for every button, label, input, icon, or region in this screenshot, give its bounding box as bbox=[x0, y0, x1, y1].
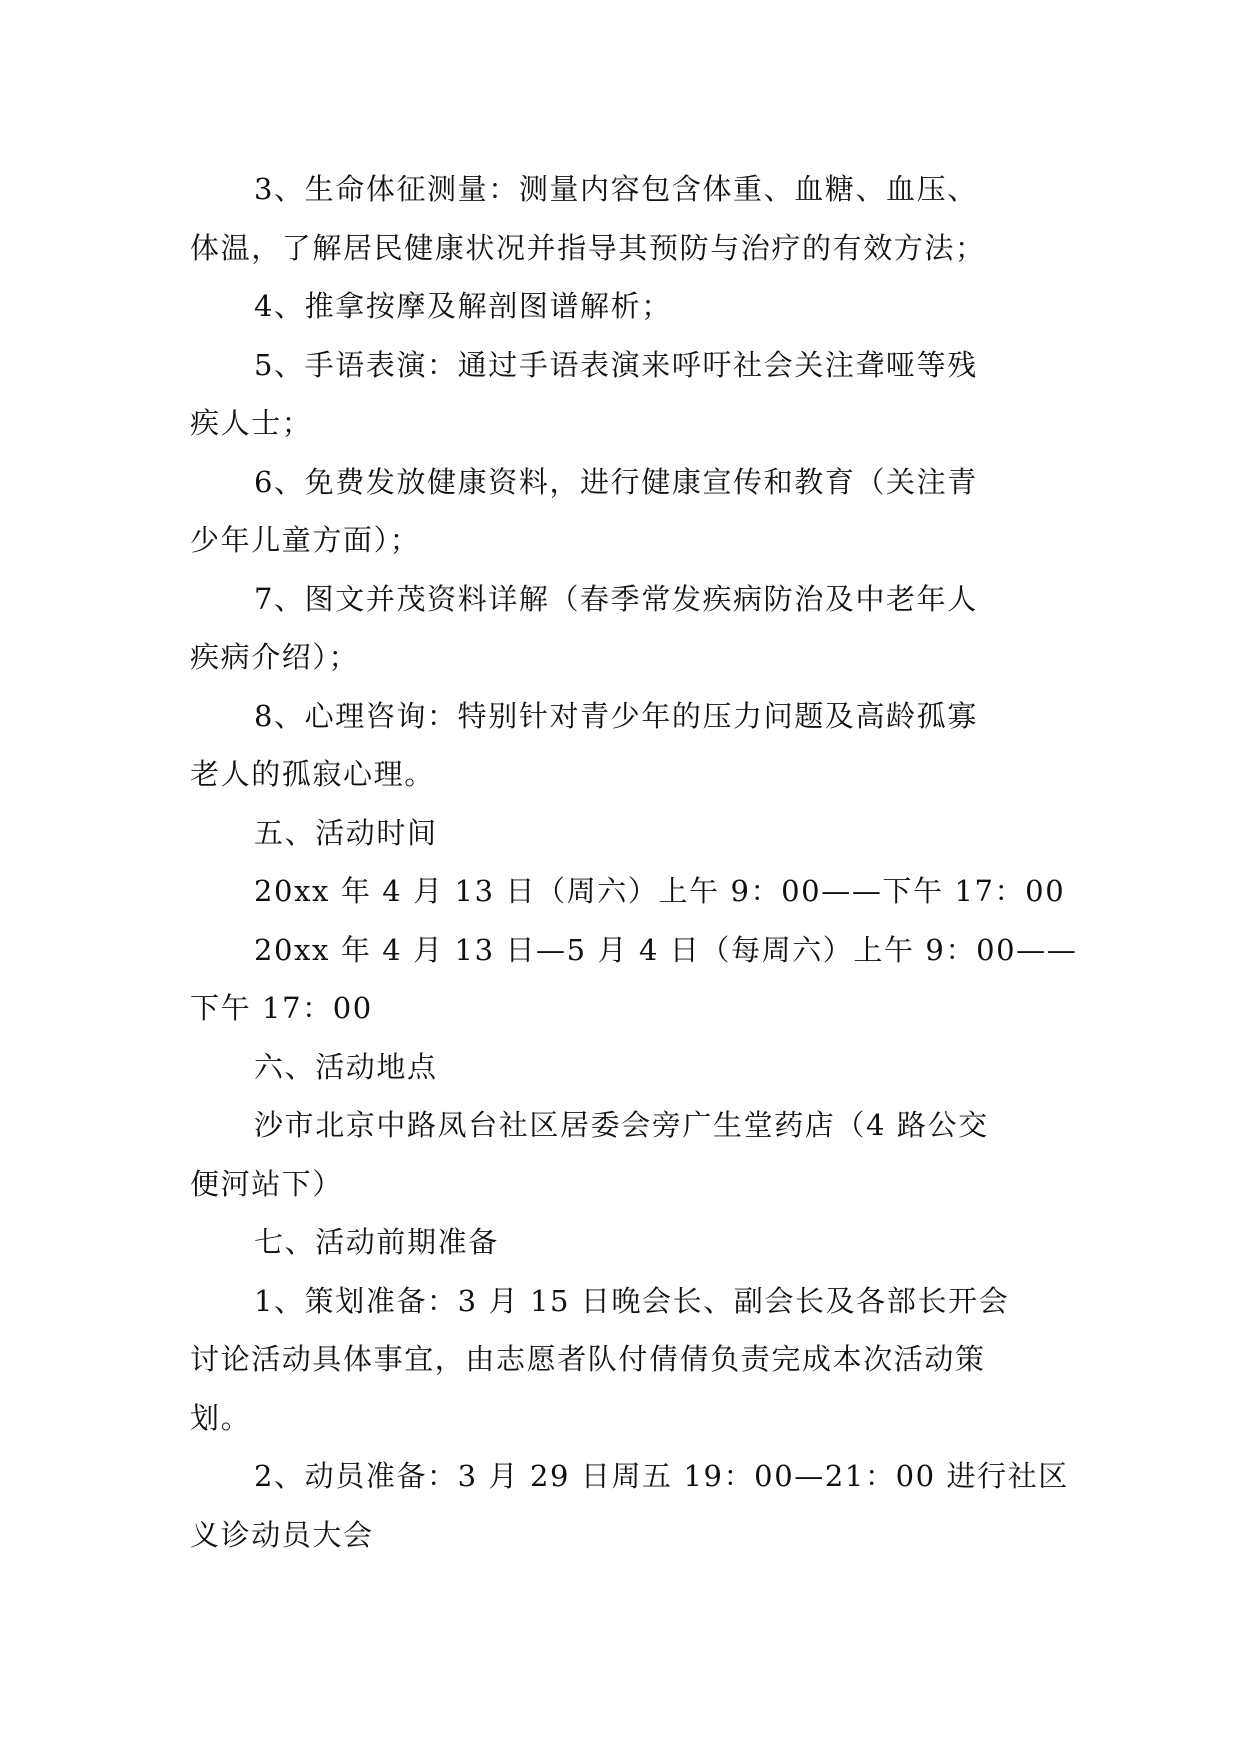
text-line: 便河站下） bbox=[190, 1166, 344, 1201]
text-line: 疾人士； bbox=[190, 406, 313, 440]
text-line: 2、动员准备：3 月 29 日周五 19：00—21：00 进行社区 bbox=[254, 1459, 1069, 1493]
section-heading: 六、活动地点 bbox=[254, 1049, 438, 1084]
body-text bbox=[190, 160, 1078, 1564]
text-line: 下午 17：00 bbox=[190, 991, 373, 1025]
text-line: 沙市北京中路凤台社区居委会旁广生堂药店（4 路公交 bbox=[254, 1108, 989, 1142]
text-line: 6、免费发放健康资料，进行健康宣传和教育（关注青 bbox=[254, 464, 978, 499]
text-line: 义诊动员大会 bbox=[190, 1517, 374, 1552]
text-line: 4、推拿按摩及解剖图谱解析； bbox=[254, 289, 672, 323]
text-line: 老人的孤寂心理。 bbox=[190, 757, 435, 791]
text-line: 少年儿童方面）； bbox=[190, 523, 421, 557]
text-line: 20xx 年 4 月 13 日—5 月 4 日（每周六）上午 9：00—— bbox=[254, 932, 1078, 967]
text-line: 1、策划准备：3 月 15 日晚会长、副会长及各部长开会 bbox=[254, 1283, 1010, 1318]
text-line: 体温，了解居民健康状况并指导其预防与治疗的有效方法； bbox=[190, 230, 986, 265]
text-line: 5、手语表演：通过手语表演来呼吁社会关注聋哑等残 bbox=[254, 347, 978, 382]
text-line: 20xx 年 4 月 13 日（周六）上午 9：00——下午 17：00 bbox=[254, 874, 1066, 908]
text-line: 疾病介绍）； bbox=[190, 640, 360, 674]
text-line: 讨论活动具体事宜，由志愿者队付倩倩负责完成本次活动策 bbox=[190, 1342, 986, 1376]
text-line: 划。 bbox=[190, 1400, 252, 1435]
text-line: 3、生命体征测量：测量内容包含体重、血糖、血压、 bbox=[254, 172, 978, 206]
section-heading: 五、活动时间 bbox=[254, 815, 438, 850]
text-line: 8、心理咨询：特别针对青少年的压力问题及高龄孤寡 bbox=[254, 698, 978, 733]
text-line: 7、图文并茂资料详解（春季常发疾病防治及中老年人 bbox=[254, 581, 978, 616]
section-heading: 七、活动前期准备 bbox=[254, 1225, 499, 1259]
